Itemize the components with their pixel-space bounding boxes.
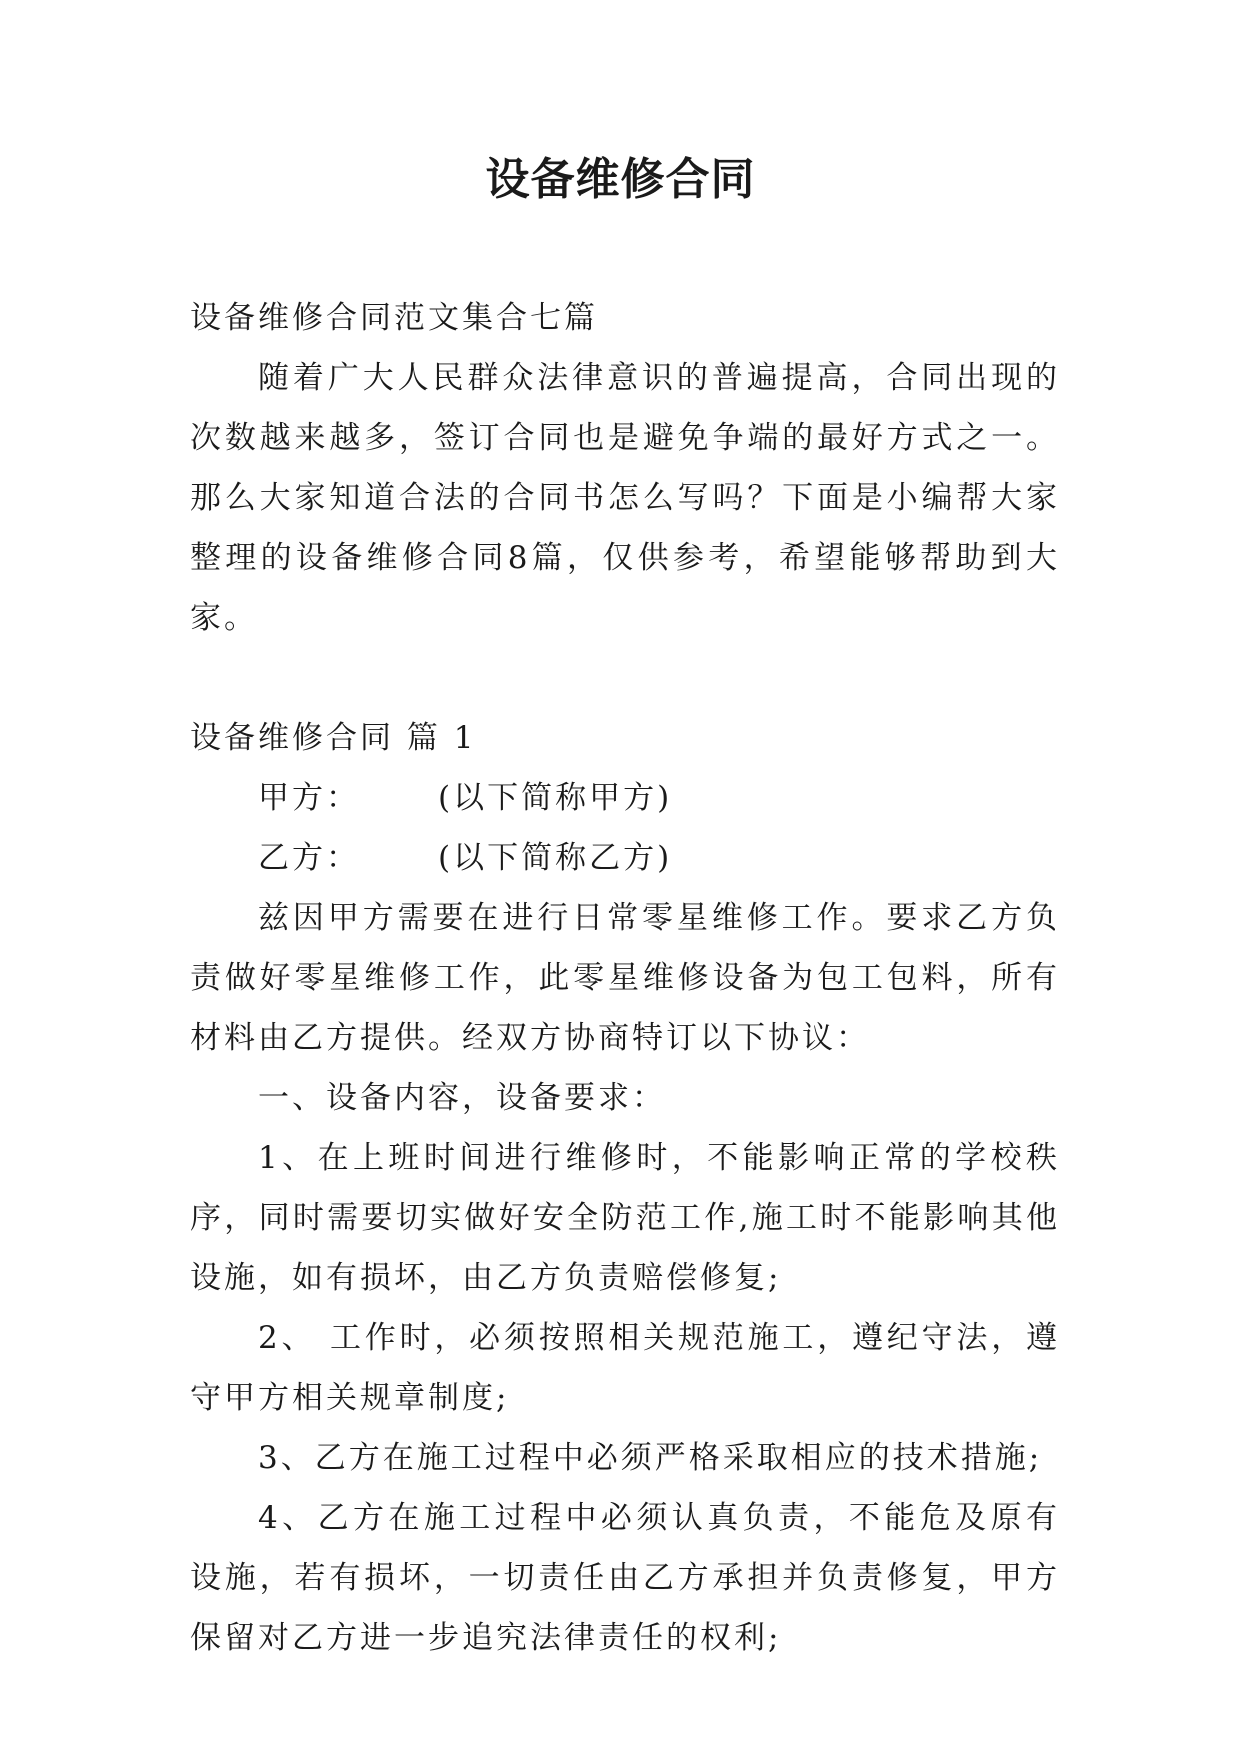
paragraph-spacer (190, 648, 1060, 708)
contract-paragraph: 3、乙方在施工过程中必须严格采取相应的技术措施; (258, 1440, 1043, 1476)
contract-paragraph: 1、在上班时间进行维修时，不能影响正常的学校秩序，同时需要切实做好安全防范工作,施工时不能影响其他设施，如有损坏，由乙方负责赔偿修复; (190, 1140, 1060, 1296)
intro-paragraph: 随着广大人民群众法律意识的普遍提高，合同出现的次数越来越多，签订合同也是避免争端的最好方式之一。那么大家知道合法的合同书怎么写吗？下面是小编帮大家整理的设备维修合同8篇，仅供参考，希望能够帮助到大家。 (190, 360, 1060, 636)
contract-paragraph: 2、 工作时，必须按照相关规范施工，遵纪守法，遵守甲方相关规章制度; (190, 1320, 1060, 1416)
party-b-line (190, 828, 1060, 888)
party-a-label: 甲方： (258, 780, 360, 816)
party-a-line (190, 768, 1060, 828)
party-b-note: (以下简称乙方) (438, 840, 673, 876)
contract-paragraph: 一、设备内容，设备要求： (258, 1080, 666, 1116)
contract-paragraph: 兹因甲方需要在进行日常零星维修工作。要求乙方负责做好零星维修工作，此零星维修设备为包工包料，所有材料由乙方提供。经双方协商特订以下协议： (190, 900, 1060, 1056)
document-body (190, 288, 1060, 1668)
party-a-note: (以下简称甲方) (438, 780, 673, 816)
document-subtitle: 设备维修合同范文集合七篇 (190, 300, 598, 336)
section-heading: 设备维修合同 篇 1 (190, 720, 477, 756)
contract-paragraph: 4、乙方在施工过程中必须认真负责，不能危及原有设施，若有损坏，一切责任由乙方承担并负责修复，甲方保留对乙方进一步追究法律责任的权利; (190, 1500, 1060, 1656)
document-title: 设备维修合同 (485, 154, 756, 205)
party-b-label: 乙方： (258, 840, 360, 876)
